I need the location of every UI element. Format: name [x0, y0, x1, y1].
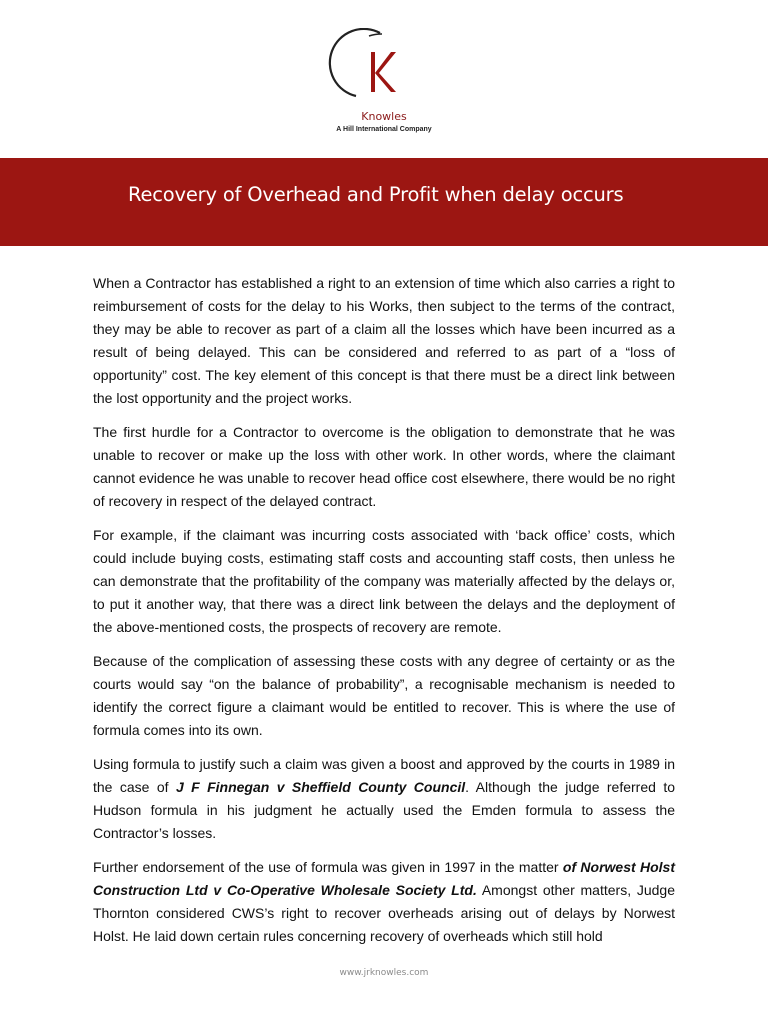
- knowles-k-icon: [298, 28, 470, 108]
- article-body: [93, 272, 675, 959]
- brand-tagline: A Hill International Company: [336, 126, 432, 133]
- paragraph-1: When a Contractor has established a right to an extension of time which also carries a right to reimbursement of costs for the delay to his Works, then subject to the terms of the contract, they may be able to recover as part of a claim all the losses which have been incurred as a result of being delayed. This can be considered and referred to as part of a “loss of opportunity” cost. The key element of this concept is that there must be a direct link between the lost opportunity and the project works.: [93, 275, 675, 406]
- page-title: Recovery of Overhead and Profit when delay occurs: [128, 183, 624, 206]
- brand-name: Knowles: [361, 110, 407, 123]
- paragraph-4: Because of the complication of assessing these costs with any degree of certainty or as the courts would say “on the balance of probability”, a recognisable mechanism is needed to identify the correct figure a claimant would be entitled to recover. This is where the use of formula comes into its own.: [93, 653, 675, 738]
- title-banner: [0, 158, 768, 246]
- paragraph-5-text-a: Using formula to justify such a claim was given a boost and approved by the courts in 1989 in the case of: [93, 756, 675, 795]
- paragraph-6: [93, 856, 675, 948]
- paragraph-2: The first hurdle for a Contractor to overcome is the obligation to demonstrate that he was unable to recover or make up the loss with other work. In other words, where the claimant cannot evidence he was unable to recover head office cost elsewhere, there would be no right of recovery in respect of the delayed contract.: [93, 424, 675, 509]
- paragraph-5: [93, 753, 675, 845]
- case-name-norwest: of Norwest Holst Construction Ltd v Co-Operative Wholesale Society Ltd.: [93, 859, 675, 898]
- paragraph-3: For example, if the claimant was incurring costs associated with ‘back office’ costs, which could include buying costs, estimating staff costs and accounting staff costs, then unless he can demonstrate that the profitability of the company was materially affected by the delays or, to put it another way, that there was a direct link between the delays and the deployment of the above-mentioned costs, the prospects of recovery are remote.: [93, 527, 675, 635]
- paragraph-6-text-a: Further endorsement of the use of formula was given in 1997 in the matter: [93, 859, 563, 875]
- footer-url[interactable]: www.jrknowles.com: [339, 968, 429, 978]
- case-name-finnegan: J F Finnegan v Sheffield County Council: [175, 779, 466, 795]
- company-logo: [0, 28, 768, 143]
- paragraph-5-text-b: . Although the judge referred to Hudson formula in his judgment he actually used the Emden formula to assess the Contractor’s losses.: [93, 779, 675, 841]
- paragraph-6-text-b: Amongst other matters, Judge Thornton considered CWS’s right to recover overheads arising out of delays by Norwest Holst. He laid down certain rules concerning recovery of overheads which still hold: [93, 882, 675, 944]
